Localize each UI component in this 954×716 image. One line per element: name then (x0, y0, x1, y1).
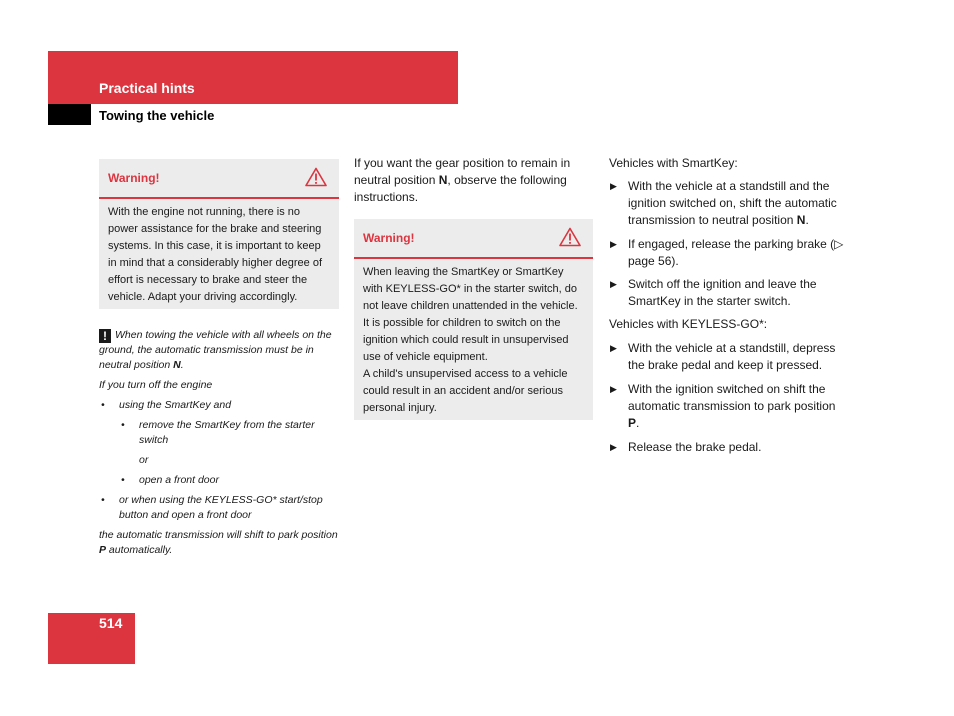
step-item: ▶ Switch off the ignition and leave the SmartKey in the starter switch. (610, 277, 817, 308)
warning-triangle-icon (559, 227, 581, 247)
list-item: • open a front door (121, 474, 219, 486)
bullet-icon: • (101, 399, 105, 411)
header-band (48, 51, 458, 104)
keyless-heading: Vehicles with KEYLESS-GO*: (609, 317, 768, 331)
step-arrow-icon: ▶ (610, 384, 617, 394)
warning-box-children (354, 219, 593, 420)
smartkey-heading: Vehicles with SmartKey: (609, 156, 738, 170)
step-item: ▶ Release the brake pedal. (610, 440, 762, 454)
warning-text: A child's unsupervised access to a vehicle could result in an accident and/or serious personal injury. (363, 368, 568, 414)
step-item: ▶ If engaged, release the parking brake (▷ page 56). (610, 237, 844, 268)
bullet-icon: • (101, 494, 105, 506)
note-intro: ! When towing the vehicle with all wheels on the ground, the automatic transmission must be in neutral position N. (99, 329, 332, 371)
header-tab-marker (48, 104, 91, 125)
note-or: or (139, 454, 149, 466)
warning-triangle-icon (305, 167, 327, 187)
step-arrow-icon: ▶ (610, 279, 617, 289)
page-number: 514 (99, 615, 123, 631)
right-column (609, 155, 849, 456)
step-arrow-icon: ▶ (610, 181, 617, 191)
bullet-icon: • (121, 474, 125, 486)
step-item: ▶ With the vehicle at a standstill and the ignition switched on, shift the automatic transmission to neutral position N. (610, 179, 837, 227)
step-arrow-icon: ▶ (610, 239, 617, 249)
notice-icon: ! (99, 329, 111, 343)
list-item: • remove the SmartKey from the starter switch (121, 419, 315, 446)
warning-text: When leaving the SmartKey or SmartKey with KEYLESS-GO* in the starter switch, do not leave children unattended in the vehicle. It is possible for children to switch on the ignition which could result in unsupervised use of vehicle equipment. (363, 266, 578, 363)
warning-text: With the engine not running, there is no power assistance for the brake and steering systems. In this case, it is important to keep in mind that a considerably higher degree of effort is necessary to brake and steer the vehicle. Adapt your driving accordingly. (108, 206, 323, 303)
bullet-icon: • (121, 419, 125, 431)
warning-box-header (354, 219, 593, 259)
towing-note (99, 328, 339, 563)
warning-box-header (99, 159, 339, 199)
step-arrow-icon: ▶ (610, 343, 617, 353)
step-arrow-icon: ▶ (610, 442, 617, 452)
list-item: • using the SmartKey and (101, 399, 232, 411)
neutral-intro: If you want the gear position to remain in neutral position N, observe the following instructions. (354, 156, 571, 204)
warning-label: Warning! (108, 171, 160, 185)
step-item: ▶ With the ignition switched on shift the automatic transmission to park position P. (610, 382, 836, 430)
section-title: Practical hints (99, 80, 195, 96)
note-outro: the automatic transmission will shift to park position P automatically. (99, 529, 338, 556)
page-title: Towing the vehicle (99, 108, 215, 123)
note-engine-off: If you turn off the engine (99, 379, 213, 391)
step-item: ▶ With the vehicle at a standstill, depress the brake pedal and keep it pressed. (610, 341, 836, 372)
warning-label: Warning! (363, 231, 415, 245)
list-item: • or when using the KEYLESS-GO* start/stop button and open a front door (101, 494, 323, 521)
warning-box-power-assist (99, 159, 339, 309)
